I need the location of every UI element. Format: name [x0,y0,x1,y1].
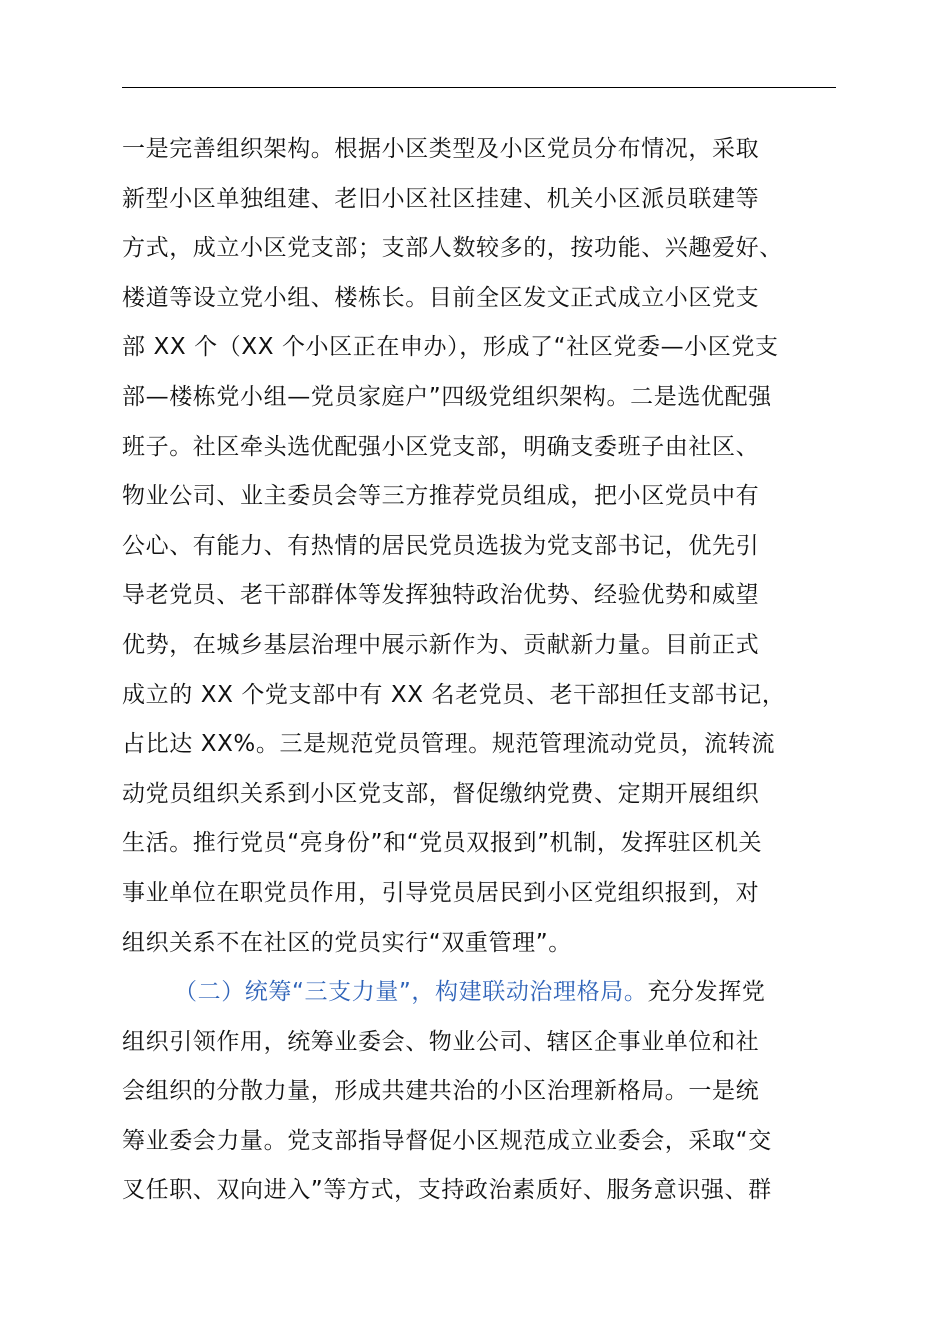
paragraph-line: 事业单位在职党员作用，引导党员居民到小区党组织报到，对 [122,879,760,906]
section-heading-continuation: 充分发挥党 [647,979,766,1006]
paragraph-line: 动党员组织关系到小区党支部，督促缴纳党费、定期开展组织 [122,780,760,807]
paragraph-line: 生活。推行党员“亮身份”和“党员双报到”机制，发挥驻区机关 [122,830,763,857]
paragraph-line: 新型小区单独组建、老旧小区社区挂建、机关小区派员联建等 [122,185,760,212]
paragraph-line: 公心、有能力、有热情的居民党员选拔为党支部书记，优先引 [122,532,760,559]
paragraph-line: 一是完善组织架构。根据小区类型及小区党员分布情况，采取 [122,136,760,162]
paragraph-line: 组织引领作用，统筹业委会、物业公司、辖区企事业单位和社 [122,1028,760,1055]
paragraph-line: 会组织的分散力量，形成共建共治的小区治理新格局。一是统 [122,1078,760,1105]
paragraph-line: 部—楼栋党小组—党员家庭户”四级党组织架构。二是选优配强 [122,383,772,410]
paragraph-line: 部 XX 个（XX 个小区正在申办），形成了“社区党委—小区党支 [122,334,779,361]
section-heading-line [122,968,842,1018]
paragraph-line: 优势，在城乡基层治理中展示新作为、贡献新力量。目前正式 [122,631,760,658]
paragraph-line: 班子。社区牵头选优配强小区党支部，明确支委班子由社区、 [122,433,760,460]
paragraph-line: 筹业委会力量。党支部指导督促小区规范成立业委会，采取“交 [122,1127,772,1154]
paragraph-line: 占比达 XX%。三是规范党员管理。规范管理流动党员，流转流 [122,731,776,758]
paragraph-line: 叉任职、双向进入”等方式，支持政治素质好、服务意识强、群 [122,1177,772,1204]
paragraph-line: 导老党员、老干部群体等发挥独特政治优势、经验优势和威望 [122,582,760,609]
paragraph-line: 方式，成立小区党支部；支部人数较多的，按功能、兴趣爱好、 [122,235,783,262]
document-body [122,125,842,1216]
paragraph-line: 组织关系不在社区的党员实行“双重管理”。 [122,929,572,956]
paragraph-line: 物业公司、业主委员会等三方推荐党员组成，把小区党员中有 [122,483,760,510]
paragraph-line: 成立的 XX 个党支部中有 XX 名老党员、老干部担任支部书记， [122,681,786,708]
section-heading: （二）统筹“三支力量”，构建联动治理格局。 [174,979,648,1006]
header-rule [122,87,836,88]
paragraph-line: 楼道等设立党小组、楼栋长。目前全区发文正式成立小区党支 [122,284,760,311]
